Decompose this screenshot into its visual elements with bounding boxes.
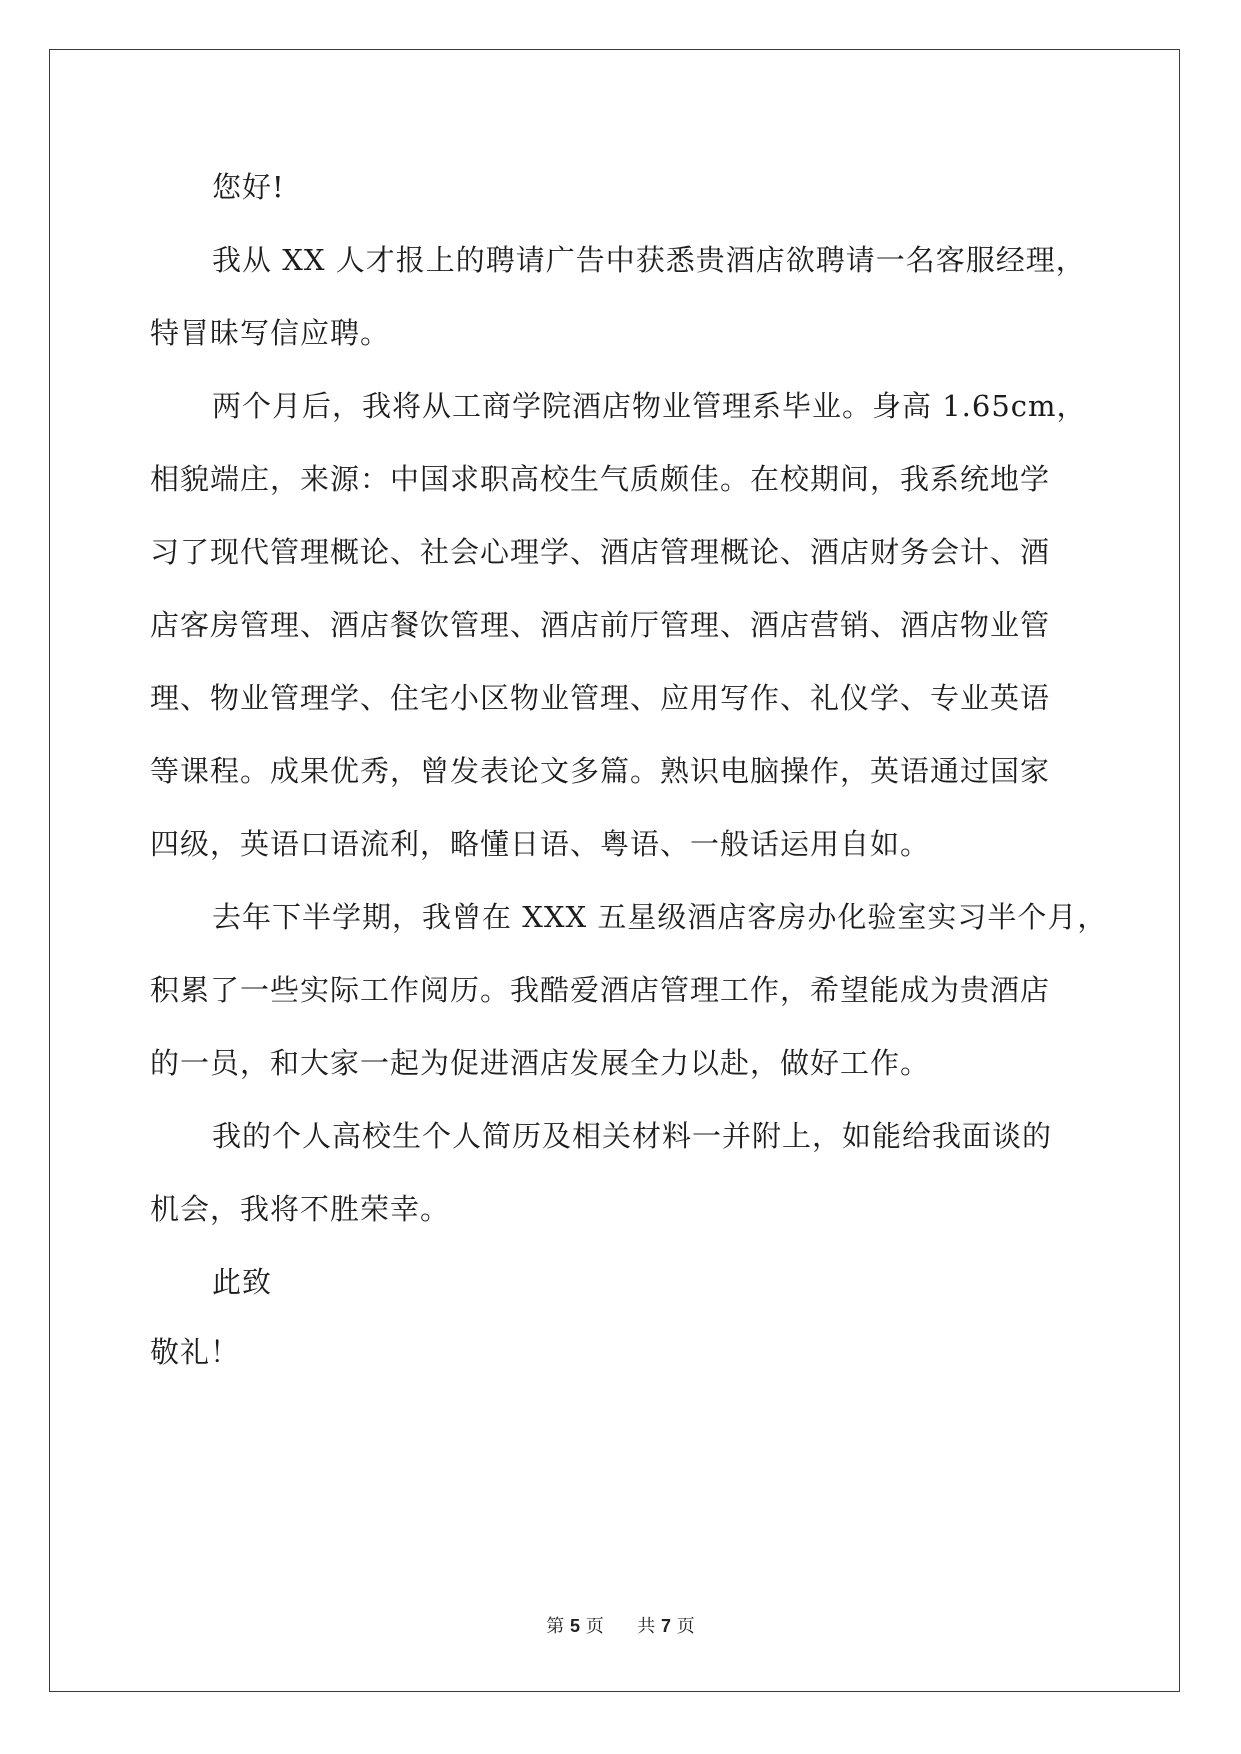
paragraph-line: 我从 XX 人才报上的聘请广告中获悉贵酒店欲聘请一名客服经理，: [212, 243, 1086, 277]
paragraph-line: 我的个人高校生个人简历及相关材料一并附上，如能给我面谈的: [212, 1119, 1053, 1153]
page-total: 7: [660, 1616, 671, 1636]
paragraph-line: 的一员，和大家一起为促进酒店发展全力以赴，做好工作。: [150, 1046, 931, 1080]
page-suffix: 页: [585, 1616, 604, 1637]
paragraph-line: 理、物业管理学、住宅小区物业管理、应用写作、礼仪学、专业英语: [150, 681, 1051, 715]
page-current: 5: [570, 1616, 581, 1636]
total-prefix: 共: [637, 1616, 656, 1637]
paragraph-line: 积累了一些实际工作阅历。我酷爱酒店管理工作，希望能成为贵酒店: [150, 973, 1051, 1007]
page-footer: [0, 1612, 1241, 1638]
paragraph-line: 等课程。成果优秀，曾发表论文多篇。熟识电脑操作，英语通过国家: [150, 754, 1051, 788]
paragraph-line: 店客房管理、酒店餐饮管理、酒店前厅管理、酒店营销、酒店物业管: [150, 608, 1051, 642]
page-border: [49, 49, 1180, 1692]
total-suffix: 页: [676, 1616, 695, 1637]
paragraph-line: 机会，我将不胜荣幸。: [150, 1192, 451, 1226]
paragraph-line: 两个月后，我将从工商学院酒店物业管理系毕业。身高 1.65cm，: [212, 389, 1087, 423]
paragraph-line: 四级，英语口语流利，略懂日语、粤语、一般话运用自如。: [150, 827, 931, 861]
greeting: 您好!: [212, 170, 285, 204]
salutation: 敬礼！: [150, 1335, 241, 1369]
page-prefix: 第: [546, 1616, 565, 1637]
closing: 此致: [212, 1265, 273, 1299]
paragraph-line: 相貌端庄，来源：中国求职高校生气质颇佳。在校期间，我系统地学: [150, 462, 1051, 496]
paragraph-line: 习了现代管理概论、社会心理学、酒店管理概论、酒店财务会计、酒: [150, 535, 1051, 569]
paragraph-line: 去年下半学期，我曾在 XXX 五星级酒店客房办化验室实习半个月，: [212, 900, 1108, 934]
paragraph-line: 特冒昧写信应聘。: [150, 316, 391, 350]
